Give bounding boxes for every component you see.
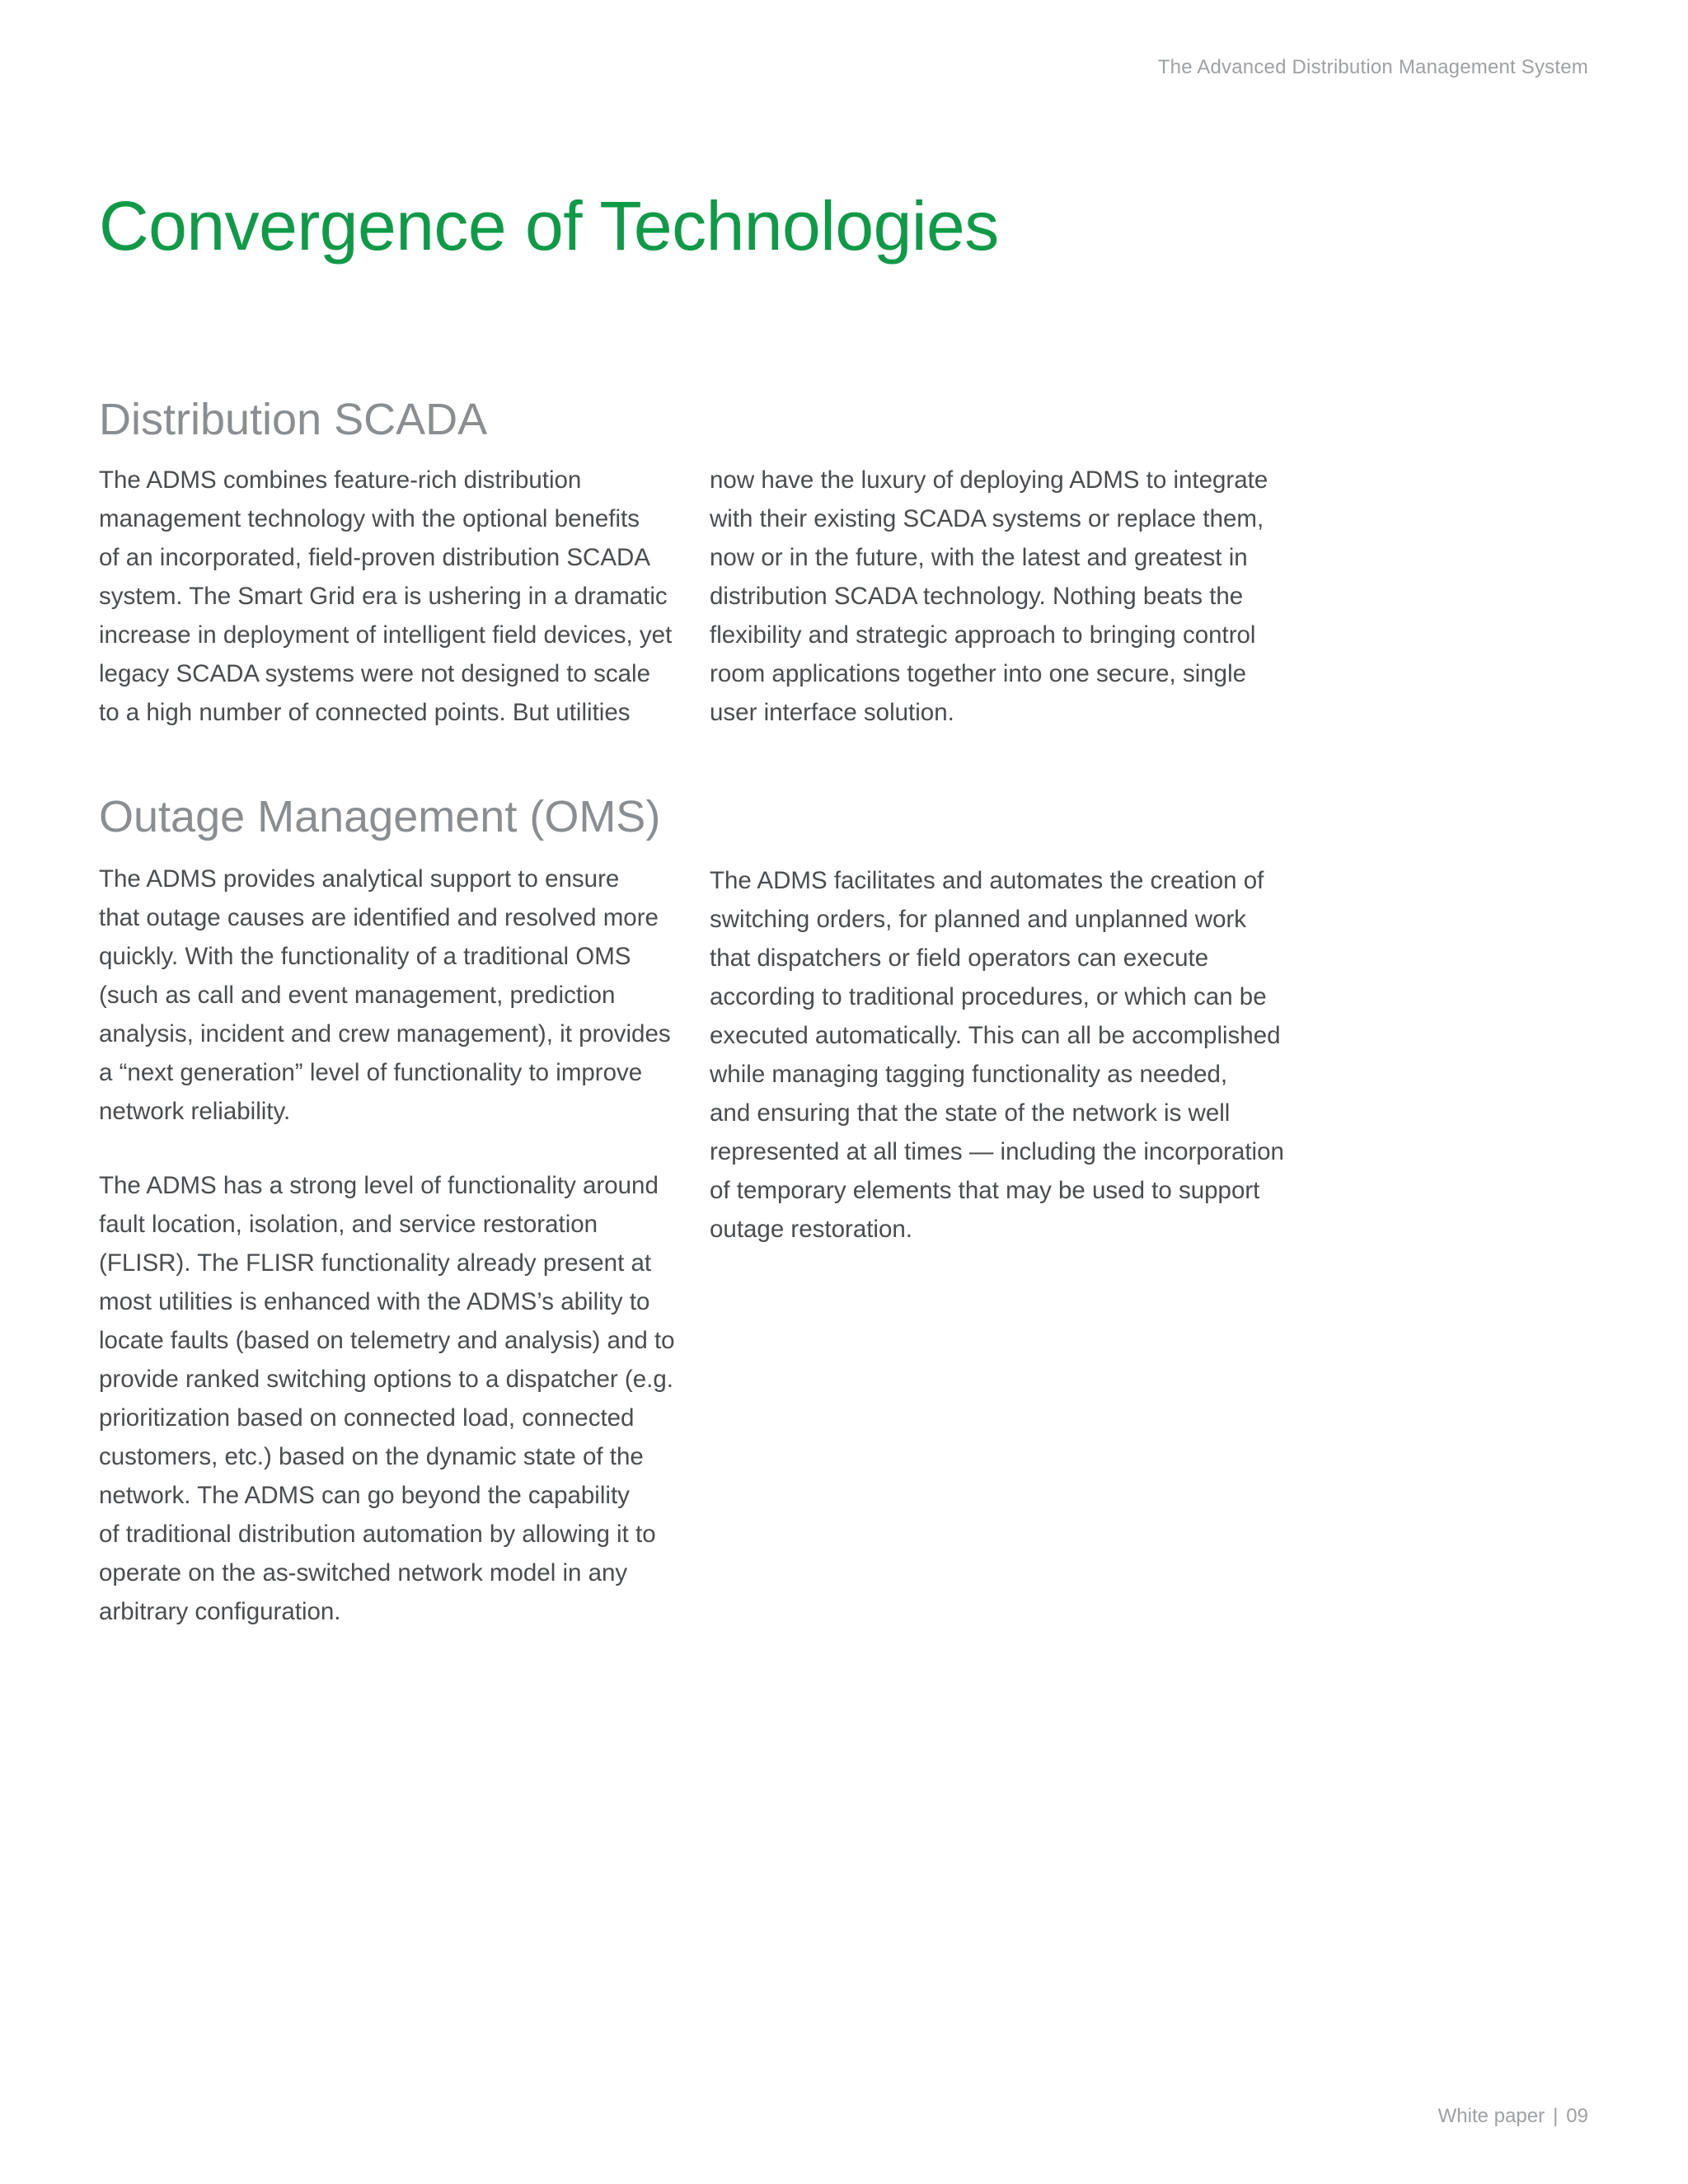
page-title: Convergence of Technologies [99,187,999,265]
text-line: now have the luxury of deploying ADMS to integrate [710,466,1268,494]
oms-paragraph-right [710,861,1284,1249]
scada-paragraph-right [710,461,1268,732]
text-line: to a high number of connected points. But utilities [99,699,631,726]
text-line: outage restoration. [710,1216,912,1243]
text-line: network reliability. [99,1098,291,1125]
section-heading-outage-management: Outage Management (OMS) [99,792,661,841]
text-line: switching orders, for planned and unplanned work [710,906,1247,933]
oms-paragraph-left-1 [99,860,671,1131]
text-line: arbitrary configuration. [99,1598,341,1625]
text-line: distribution SCADA technology. Nothing beats the [710,583,1244,610]
text-line: executed automatically. This can all be accomplished [710,1022,1281,1049]
text-line: network. The ADMS can go beyond the capability [99,1482,630,1509]
text-line: that outage causes are identified and resolved more [99,904,659,931]
text-line: a “next generation” level of functionality to improve [99,1059,643,1086]
text-line: and ensuring that the state of the network is well [710,1099,1231,1127]
text-line: locate faults (based on telemetry and analysis) and to [99,1327,675,1354]
page-number: 09 [1566,2105,1588,2127]
text-line: of traditional distribution automation by allowing it to [99,1521,656,1548]
running-header: The Advanced Distribution Management System [1157,56,1588,78]
text-line: of an incorporated, field-proven distribution SCADA [99,544,651,571]
text-line: now or in the future, with the latest and greatest in [710,544,1248,571]
text-line: user interface solution. [710,699,954,726]
text-line: customers, etc.) based on the dynamic state of the [99,1443,644,1470]
scada-paragraph-left [99,461,672,732]
text-line: of temporary elements that may be used to support [710,1177,1260,1204]
text-line: analysis, incident and crew management), it provides [99,1020,671,1047]
page-footer [1438,2105,1588,2128]
text-line: prioritization based on connected load, connected [99,1404,635,1432]
text-line: The ADMS has a strong level of functionality around [99,1172,659,1199]
text-line: quickly. With the functionality of a traditional OMS [99,943,631,970]
text-line: represented at all times — including the incorporation [710,1138,1284,1165]
text-line: (FLISR). The FLISR functionality already present at [99,1249,652,1277]
text-line: flexibility and strategic approach to bringing control [710,621,1256,649]
text-line: The ADMS combines feature-rich distribution [99,466,582,494]
text-line: most utilities is enhanced with the ADMS’s ability to [99,1288,650,1315]
text-line: provide ranked switching options to a dispatcher (e.g. [99,1366,673,1393]
footer-label: White paper [1437,2105,1545,2127]
text-line: according to traditional procedures, or which can be [710,983,1267,1010]
text-line: operate on the as-switched network model in any [99,1559,628,1586]
text-line: with their existing SCADA systems or replace them, [710,505,1264,532]
text-line: legacy SCADA systems were not designed to scale [99,660,650,687]
text-line: (such as call and event management, prediction [99,982,616,1009]
text-line: that dispatchers or field operators can execute [710,944,1209,972]
text-line: The ADMS facilitates and automates the creation of [710,867,1264,894]
footer-separator: | [1553,2105,1559,2127]
oms-paragraph-left-2 [99,1166,675,1631]
text-line: fault location, isolation, and service restoration [99,1211,598,1238]
text-line: management technology with the optional benefits [99,505,640,532]
text-line: The ADMS provides analytical support to ensure [99,865,620,893]
text-line: while managing tagging functionality as needed, [710,1061,1228,1088]
text-line: system. The Smart Grid era is ushering in a dramatic [99,583,668,610]
text-line: increase in deployment of intelligent field devices, yet [99,621,673,649]
section-heading-distribution-scada: Distribution SCADA [99,395,488,444]
text-line: room applications together into one secure, single [710,660,1247,687]
